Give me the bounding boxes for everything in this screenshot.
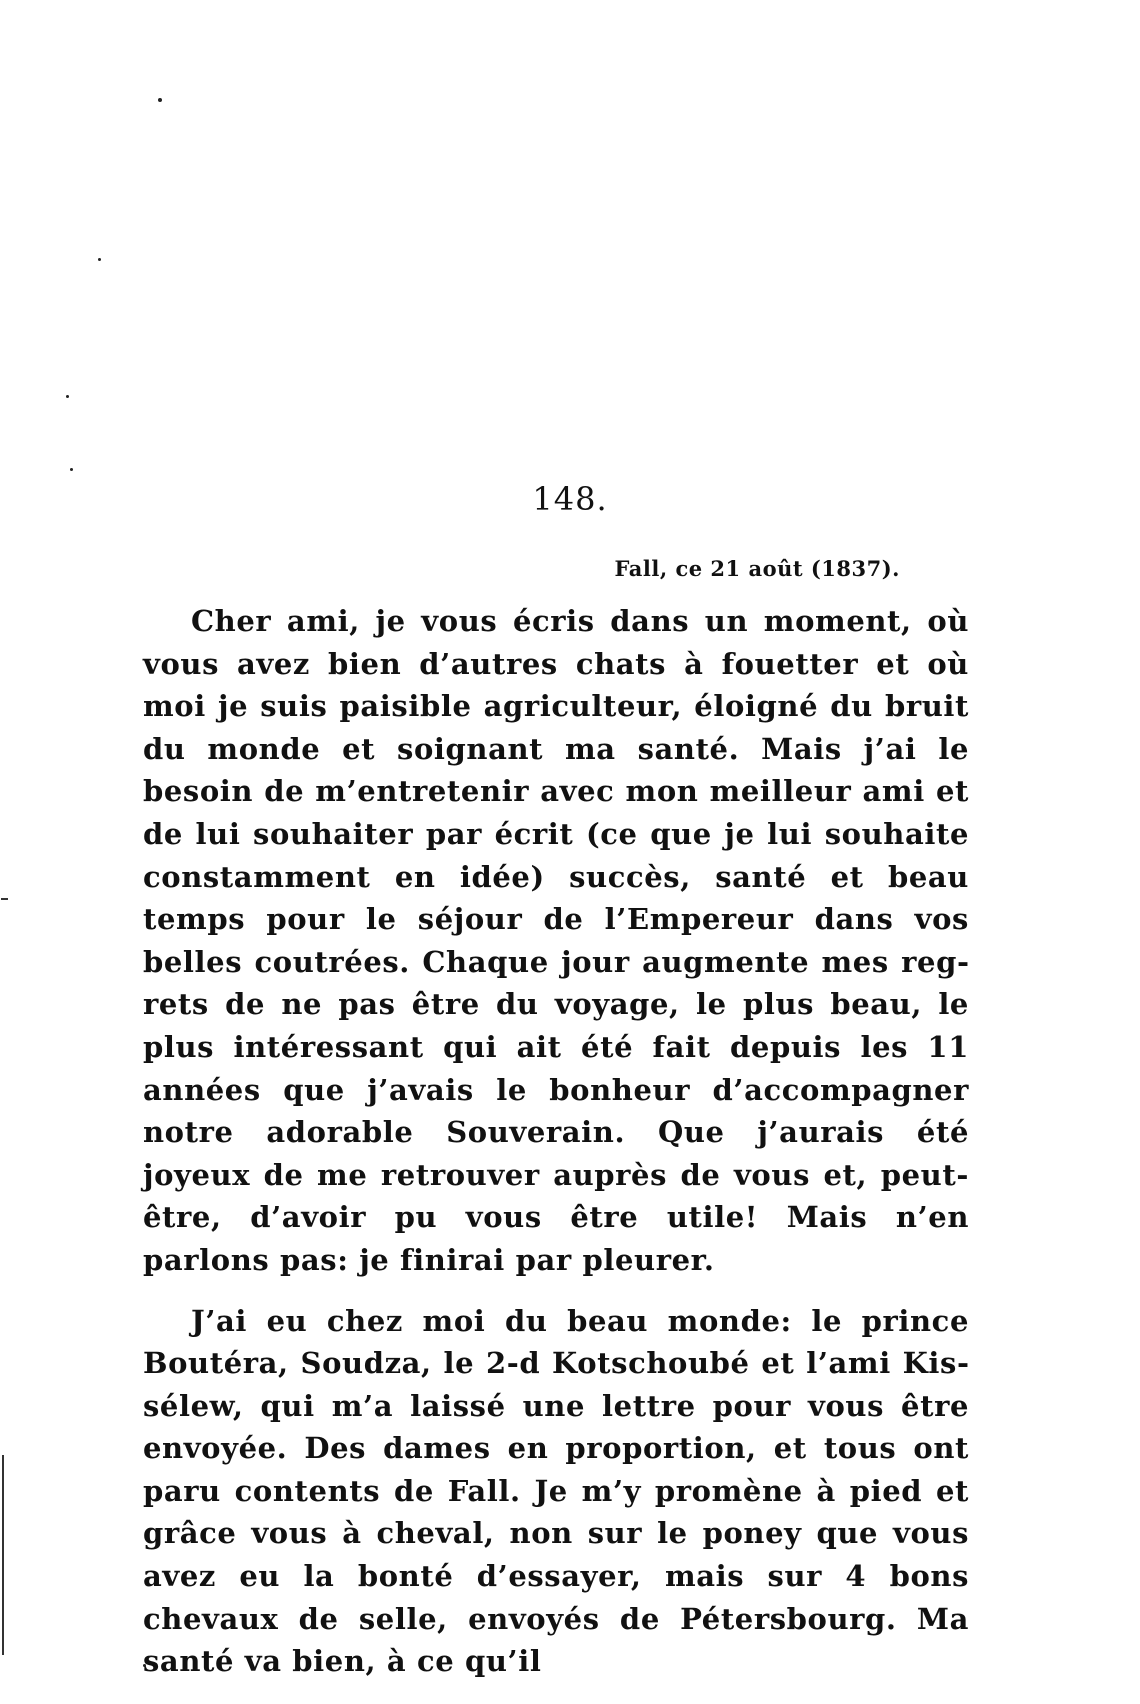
paragraph: J’ai eu chez moi du beau monde: le prince Boutéra, Soudza, le 2-d Kotschoubé et l’ami Kissélew, qui m’a laissé une lettre pour vous être envoyée. Des dames en proportion, et tous ont paru contents de Fall. Je m’y promène à pied et grâce vous à cheval, non sur le poney que vous avez eu la bonté d’essayer, mais sur 4 bons chevaux de selle, envoyés de Pétersbourg. Ma santé va bien, à ce qu’il — [143, 1303, 969, 1679]
scan-speck — [66, 395, 69, 398]
scan-speck — [158, 98, 162, 102]
scan-edge-mark — [2, 1455, 4, 1655]
letter-number: 148. — [532, 480, 608, 518]
scan-speck — [70, 468, 73, 471]
paragraph: Cher ami, je vous écris dans un moment, où vous avez bien d’autres chats à fouetter et où moi je suis paisible agriculteur, éloigné du bruit du monde et soignant ma santé. Mais j’ai le besoin de m’entretenir avec mon meilleur ami et de lui souhaiter par écrit (ce que je lui souhaite constamment en idée) succès, santé et beau temps pour le séjour de l’Empereur dans vos belles coutrées. Chaque jour augmente mes regrets de ne pas être du voyage, le plus beau, le plus intéressant qui ait été fait depuis les 11 années que j’avais le bonheur d’accompagner notre adorable Souverain. Que j’aurais été joyeux de me retrouver auprès de vous et, peut-être, d’avoir pu vous être utile! Mais n’en parlons pas: je finirai par pleurer. — [143, 604, 969, 1277]
letter-dateline: Fall, ce 21 août (1837). — [614, 556, 900, 581]
letter-body — [143, 600, 969, 1683]
scan-speck — [98, 258, 101, 261]
scan-edge-mark — [1, 898, 8, 900]
